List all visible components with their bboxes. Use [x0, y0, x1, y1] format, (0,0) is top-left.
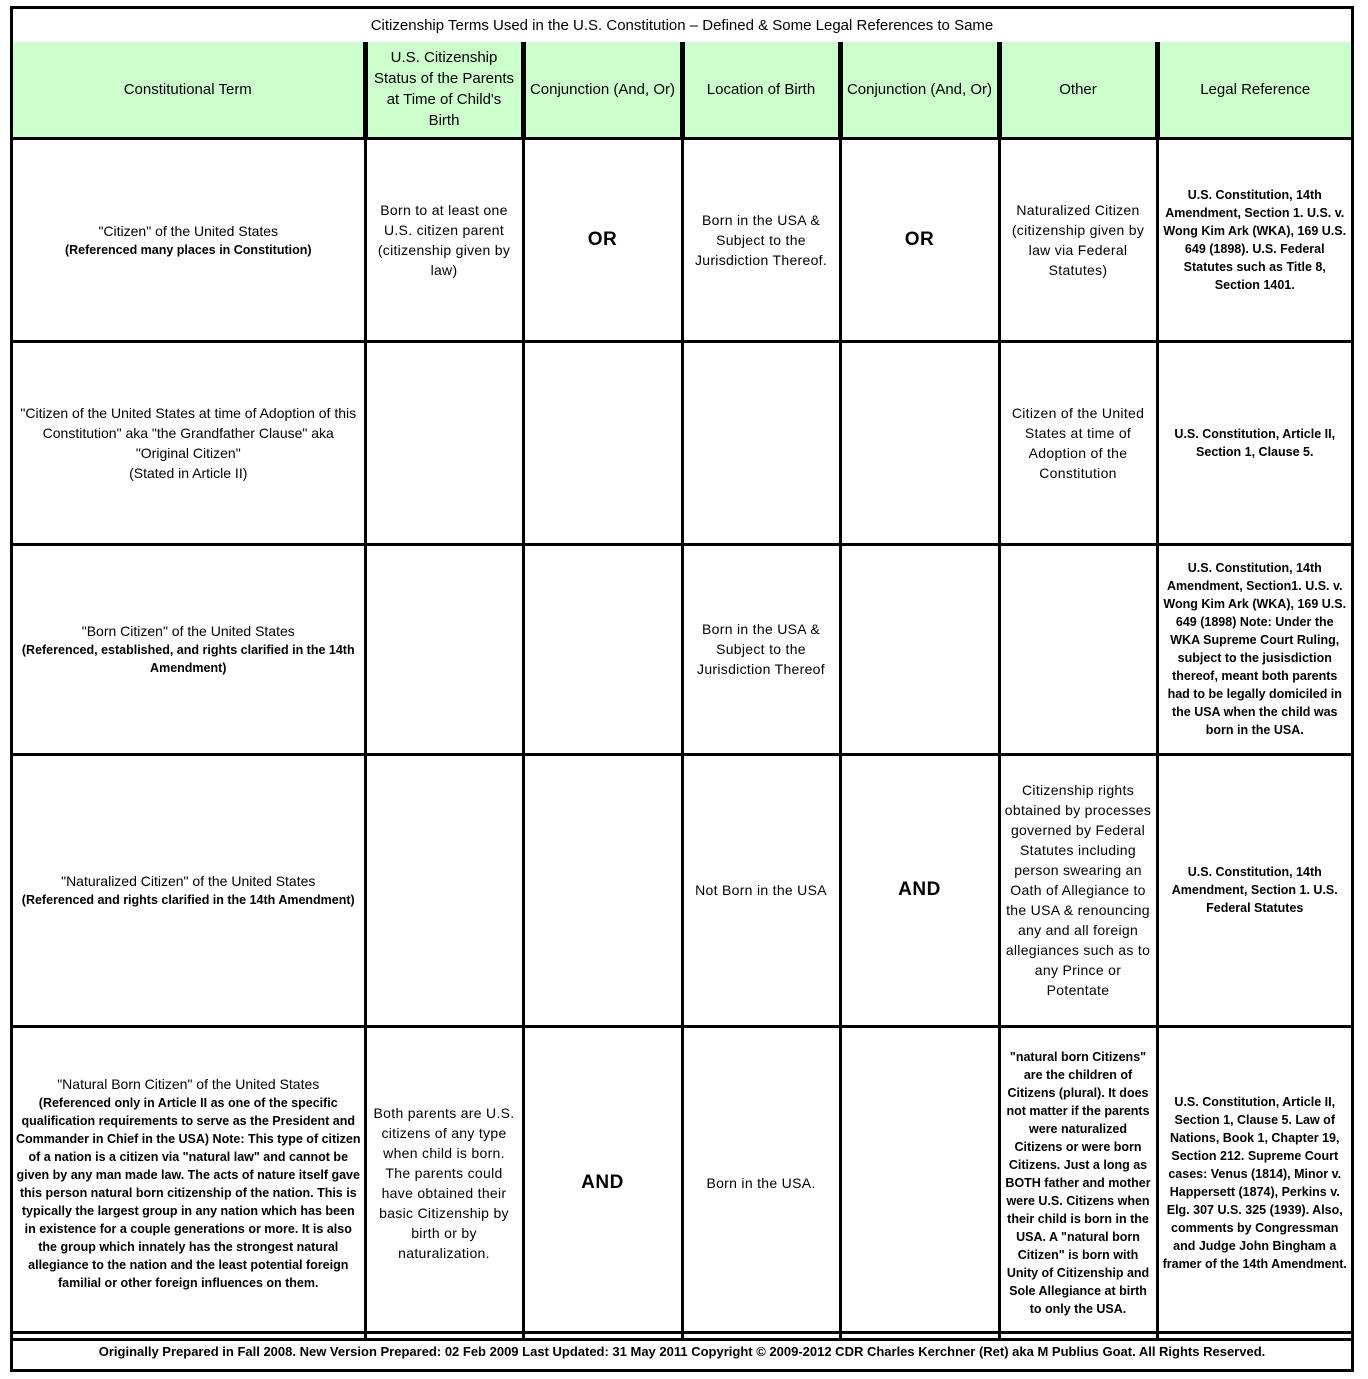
header-other: Other — [999, 42, 1157, 138]
legal-cell: U.S. Constitution, 14th Amendment, Section 1. U.S. v. Wong Kim Ark (WKA), 169 U.S. 649 (1898). U.S. Federal Statutes such as Title 8, Section 1401. — [1157, 138, 1351, 341]
other-cell: Citizenship rights obtained by processes governed by Federal Statutes including person swearing an Oath of Allegiance to the USA & renouncing any and all foreign allegiances such as to any Prince or Potentate — [999, 754, 1157, 1026]
conjunction-cell: AND — [840, 754, 999, 1026]
legal-cell: U.S. Constitution, Article II, Section 1, Clause 5. — [1157, 341, 1351, 544]
term-note: (Referenced and rights clarified in the 14th Amendment) — [21, 893, 355, 907]
header-conjunction-2: Conjunction (And, Or) — [840, 42, 999, 138]
term-cell — [13, 544, 365, 754]
term-title: "Citizen of the United States at time of Adoption of this Constitution" aka "the Grandfather Clause" aka "Original Citizen" — [20, 404, 357, 461]
term-cell — [13, 1026, 365, 1339]
header-conjunction-1: Conjunction (And, Or) — [523, 42, 682, 138]
term-title: "Citizen" of the United States — [98, 222, 279, 239]
parents-cell: Both parents are U.S. citizens of any type when child is born. The parents could have obtained their basic Citizenship by birth or by naturalization. — [365, 1026, 523, 1339]
other-cell: Naturalized Citizen (citizenship given by law via Federal Statutes) — [999, 138, 1157, 341]
header-legal-reference: Legal Reference — [1157, 42, 1351, 138]
other-cell: Citizen of the United States at time of Adoption of the Constitution — [999, 341, 1157, 544]
table-row — [13, 138, 1351, 341]
conjunction-cell: OR — [523, 138, 682, 341]
location-cell: Not Born in the USA — [682, 754, 840, 1026]
location-cell: Born in the USA. — [682, 1026, 840, 1339]
header-parents-status: U.S. Citizenship Status of the Parents at Time of Child's Birth — [365, 42, 523, 138]
location-cell: Born in the USA & Subject to the Jurisdiction Thereof. — [682, 138, 840, 341]
location-cell: Born in the USA & Subject to the Jurisdiction Thereof — [682, 544, 840, 754]
term-cell — [13, 754, 365, 1026]
header-constitutional-term: Constitutional Term — [13, 42, 365, 138]
term-title: "Natural Born Citizen" of the United States — [57, 1075, 320, 1092]
term-note: (Referenced, established, and rights clarified in the 14th Amendment) — [21, 643, 355, 675]
term-note: (Referenced only in Article II as one of the specific qualification requirements to serve as the President and Commander in Chief in the USA) Note: This type of citizen of a nation is a citizen via "natural law" and cannot be given by any man made law. The acts of nature itself gave this person natural born citizenship of the nation. This is typically the largest group in any nation which has been in existence for a couple generations or more. It is also the group which innately has the strongest natural allegiance to the nation and the least potential foreign familial or other foreign influences on them. — [16, 1095, 361, 1290]
term-note: (Referenced many places in Constitution) — [64, 242, 312, 257]
citizenship-table — [13, 42, 1351, 1341]
term-title: "Naturalized Citizen" of the United States — [61, 873, 316, 889]
document-title: Citizenship Terms Used in the U.S. Constitution – Defined & Some Legal References to Same — [13, 9, 1351, 45]
parents-cell — [365, 341, 523, 544]
conjunction-cell — [840, 341, 999, 544]
other-cell: "natural born Citizens" are the children of Citizens (plural). It does not matter if the parents were naturalized Citizens or were born Citizens. Just a long as BOTH father and mother were U.S. Citizens when their child is born in the USA. A "natural born Citizen" is born with Unity of Citizenship and Sole Allegiance at birth to only the USA. — [999, 1026, 1157, 1339]
table-row — [13, 754, 1351, 1026]
other-cell — [999, 544, 1157, 754]
parents-cell — [365, 544, 523, 754]
conjunction-cell — [840, 544, 999, 754]
table-row — [13, 1026, 1351, 1339]
legal-cell: U.S. Constitution, 14th Amendment, Section 1. U.S. Federal Statutes — [1157, 754, 1351, 1026]
document-frame — [10, 6, 1354, 1372]
location-cell — [682, 341, 840, 544]
header-row — [13, 42, 1351, 138]
conjunction-cell: OR — [840, 138, 999, 341]
header-location-of-birth: Location of Birth — [682, 42, 840, 138]
table-row — [13, 341, 1351, 544]
table-row — [13, 544, 1351, 754]
parents-cell — [365, 754, 523, 1026]
term-cell — [13, 341, 365, 544]
conjunction-cell — [840, 1026, 999, 1339]
conjunction-cell — [523, 544, 682, 754]
term-note: (Stated in Article II) — [129, 464, 248, 481]
term-title: "Born Citizen" of the United States — [81, 623, 295, 639]
conjunction-cell — [523, 754, 682, 1026]
legal-cell: U.S. Constitution, Article II, Section 1, Clause 5. Law of Nations, Book 1, Chapter 19, Section 212. Supreme Court cases: Venus (1814), Minor v. Happersett (1874), Perkins v. Elg. 307 U.S. 325 (1939). Also, comments by Congressman and Judge John Bingham a framer of the 14th Amendment. — [1157, 1026, 1351, 1339]
legal-cell: U.S. Constitution, 14th Amendment, Section1. U.S. v. Wong Kim Ark (WKA), 169 U.S. 649 (1898) Note: Under the WKA Supreme Court Ruling, subject to the jusisdiction thereof, meant both parents had to be legally domiciled in the USA when the child was born in the USA. — [1157, 544, 1351, 754]
conjunction-cell: AND — [523, 1026, 682, 1339]
term-cell — [13, 138, 365, 341]
document-footer: Originally Prepared in Fall 2008. New Version Prepared: 02 Feb 2009 Last Updated: 31 May 2011 Copyright © 2009-2012 CDR Charles Kerchner (Ret) aka M Publius Goat. All Rights Reserved. — [13, 1331, 1351, 1369]
conjunction-cell — [523, 341, 682, 544]
parents-cell: Born to at least one U.S. citizen parent (citizenship given by law) — [365, 138, 523, 341]
